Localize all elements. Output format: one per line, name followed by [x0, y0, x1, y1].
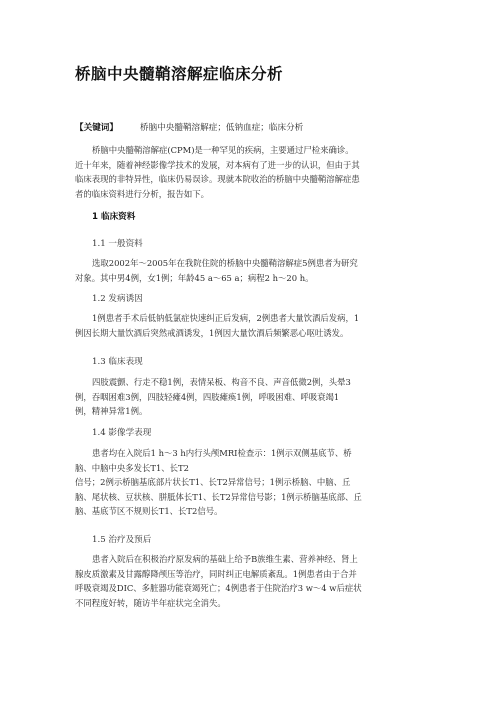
text-line: 患者均在入院后1 h～3 h内行头颅MRI检查示：1例示双侧基底节、桥 — [92, 448, 352, 458]
text-line: 对象。其中男4例，女1例；年龄45 a～65 a；病程2 h～20 h。 — [75, 272, 314, 283]
text-line: 脑、基底节区不规则长T1、长T2信号。 — [75, 506, 223, 517]
text-line: 临床表现的非特异性，临床仍易误诊。现就本院收治的桥脑中央髓鞘溶解症患 — [75, 174, 360, 185]
intro-paragraph — [75, 143, 421, 201]
paragraph-1-2 — [75, 311, 421, 340]
section-heading-1-5: 1.5 治疗及预后 — [92, 535, 152, 545]
keywords-value: 桥脑中央髓鞘溶解症；低钠血症；临床分析 — [139, 123, 304, 133]
keywords-line — [75, 121, 303, 133]
paragraph-1-3 — [75, 375, 421, 419]
text-line: 信号；2例示桥脑基底部片状长T1、长T2异常信号；1例示桥脑、中脑、丘 — [75, 477, 351, 488]
section-heading-1-3: 1.3 临床表现 — [92, 357, 143, 367]
text-line: 脑、中脑中央多发长T1、长T2 — [75, 462, 189, 473]
text-line: 四肢震颤、行走不稳1例，表情呆板、构音不良、声音低微2例，头晕3 — [92, 377, 351, 387]
paragraph-1-5 — [75, 552, 421, 610]
text-line: 1例患者手术后低钠低氯症快速纠正后发病，2例患者大量饮酒后发病，1 — [92, 313, 360, 323]
paragraph-1-1 — [75, 256, 421, 285]
text-line: 近十年来，随着神经影像学技术的发展，对本病有了进一步的认识，但由于其 — [75, 159, 360, 170]
text-line: 例，精神异常1例。 — [75, 406, 148, 417]
text-line: 者的临床资料进行分析，报告如下。 — [75, 188, 209, 199]
text-line: 不同程度好转，随访半年症状完全消失。 — [75, 597, 226, 608]
paragraph-1-4 — [75, 446, 421, 519]
paper-title: 桥脑中央髓鞘溶解症临床分析 — [75, 65, 284, 83]
text-line: 患者入院后在积极治疗原发病的基础上给予B族维生素、营养神经、肾上 — [92, 554, 358, 564]
keywords-label: 【关键词】 — [75, 123, 118, 133]
section-heading-1-2: 1.2 发病诱因 — [92, 294, 143, 304]
text-line: 脑、尾状核、豆状核、胼胝体长T1、长T2异常信号影；1例示桥脑基底部、丘 — [75, 491, 362, 502]
section-heading-1-4: 1.4 影像学表现 — [92, 428, 152, 438]
text-line: 桥脑中央髓鞘溶解症(CPM)是一种罕见的疾病，主要通过尸检来确诊。 — [92, 145, 354, 155]
section-heading-1-1: 1.1 一般资料 — [92, 239, 143, 249]
text-line: 例，吞咽困难3例，四肢轻瘫4例，四肢瘫痪1例，呼吸困难、呼吸衰竭1 — [75, 391, 340, 402]
section-heading-1: 1 临床资料 — [92, 212, 136, 222]
text-line: 腺皮质激素及甘露醇降颅压等治疗，同时纠正电解质紊乱。1例患者由于合并 — [75, 568, 357, 579]
text-line: 呼吸衰竭及DIC、多脏器功能衰竭死亡；4例患者于住院治疗3 w～4 w后症状 — [75, 583, 362, 594]
text-line: 例因长期大量饮酒后突然戒酒诱发，1例因大量饮酒后频繁恶心呕吐诱发。 — [75, 327, 349, 338]
text-line: 选取2002年～2005年在我院住院的桥脑中央髓鞘溶解症5例患者为研究 — [92, 258, 358, 268]
